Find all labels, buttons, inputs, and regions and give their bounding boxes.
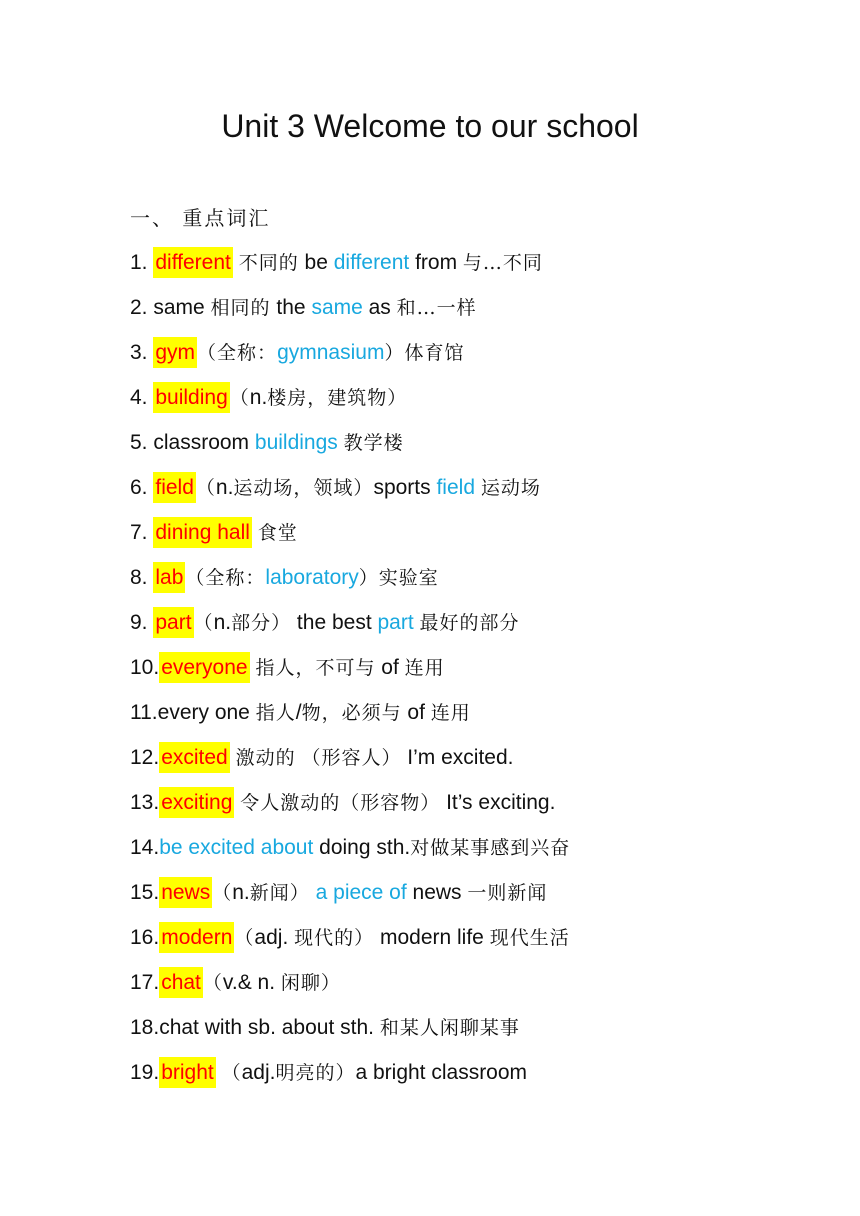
section-heading: 一、 重点词汇 bbox=[130, 206, 271, 230]
english-text: of bbox=[375, 656, 405, 679]
english-text: every one bbox=[157, 701, 256, 724]
item-number: 7. bbox=[130, 521, 154, 544]
item-text bbox=[313, 836, 570, 859]
item-text bbox=[216, 1061, 527, 1084]
item-number: 8. bbox=[130, 566, 154, 589]
item-number: 10. bbox=[130, 656, 160, 679]
vocabulary-list bbox=[130, 240, 830, 1095]
item-text bbox=[338, 431, 404, 454]
chinese-text: 对做某事感到兴奋 bbox=[410, 837, 571, 859]
vocab-item bbox=[130, 465, 830, 510]
vocab-item bbox=[130, 240, 830, 285]
highlighted-term: lab bbox=[153, 562, 185, 593]
chinese-text: 运动场 bbox=[480, 477, 541, 499]
vocab-item bbox=[130, 960, 830, 1005]
item-text bbox=[212, 881, 315, 904]
english-text: classroom bbox=[153, 431, 255, 454]
item-text bbox=[234, 791, 555, 814]
english-text: the best bbox=[291, 611, 378, 634]
item-number: 3. bbox=[130, 341, 154, 364]
item-number: 9. bbox=[130, 611, 154, 634]
blue-phrase: a piece of bbox=[315, 881, 407, 904]
item-text bbox=[233, 251, 334, 274]
english-text: from bbox=[409, 251, 463, 274]
vocab-item bbox=[130, 645, 830, 690]
item-text bbox=[363, 296, 477, 319]
item-text bbox=[197, 341, 277, 364]
item-text bbox=[194, 611, 378, 634]
english-text: modern life bbox=[374, 926, 490, 949]
vocab-item bbox=[130, 420, 830, 465]
item-text bbox=[230, 746, 514, 769]
english-text: sports bbox=[373, 476, 437, 499]
chinese-text: （形容人） bbox=[301, 747, 402, 769]
item-number: 5. bbox=[130, 431, 154, 454]
chinese-text: 指人 bbox=[255, 702, 296, 724]
item-number: 13. bbox=[130, 791, 160, 814]
vocab-item bbox=[130, 1050, 830, 1095]
highlighted-term: modern bbox=[159, 922, 234, 953]
english-text: n. bbox=[232, 881, 250, 904]
chinese-text: （全称： bbox=[185, 567, 266, 589]
item-number: 18. bbox=[130, 1016, 160, 1039]
vocab-item bbox=[130, 1005, 830, 1050]
item-number: 19. bbox=[130, 1061, 160, 1084]
item-text bbox=[153, 296, 311, 319]
chinese-text: 楼房，建筑物） bbox=[267, 387, 408, 409]
item-text bbox=[250, 656, 445, 679]
blue-phrase: be excited about bbox=[159, 836, 314, 859]
vocab-item bbox=[130, 330, 830, 375]
chinese-text: 新闻） bbox=[249, 882, 310, 904]
english-text: n. bbox=[213, 611, 232, 634]
item-text bbox=[159, 1016, 520, 1039]
chinese-text: 令人激动的（形容物） bbox=[240, 792, 441, 814]
english-text: as bbox=[362, 296, 397, 319]
blue-phrase: laboratory bbox=[265, 566, 359, 589]
item-number: 4. bbox=[130, 386, 154, 409]
chinese-text: ）体育馆 bbox=[384, 342, 465, 364]
item-number: 12. bbox=[130, 746, 160, 769]
item-text bbox=[475, 476, 541, 499]
blue-phrase: different bbox=[333, 251, 410, 274]
highlighted-term: different bbox=[153, 247, 233, 278]
chinese-text: 部分） bbox=[231, 612, 292, 634]
vocab-item bbox=[130, 825, 830, 870]
item-text bbox=[185, 566, 265, 589]
item-number: 6. bbox=[130, 476, 154, 499]
vocab-item bbox=[130, 690, 830, 735]
item-text bbox=[252, 521, 298, 544]
chinese-text: 物，必须与 bbox=[301, 702, 402, 724]
chinese-text: 明亮的） bbox=[275, 1062, 356, 1084]
vocab-item bbox=[130, 735, 830, 780]
vocab-item bbox=[130, 555, 830, 600]
highlighted-term: dining hall bbox=[153, 517, 252, 548]
chinese-text: 食堂 bbox=[257, 522, 298, 544]
english-text: adj. bbox=[254, 926, 295, 949]
item-text bbox=[414, 611, 520, 634]
english-text: n. bbox=[249, 386, 268, 409]
chinese-text: （ bbox=[193, 612, 214, 634]
chinese-text: 运动场，领域） bbox=[233, 477, 374, 499]
item-number: 14. bbox=[130, 836, 160, 859]
chinese-text: 不同的 bbox=[238, 252, 299, 274]
chinese-text: 激动的 bbox=[235, 747, 296, 769]
vocab-item bbox=[130, 285, 830, 330]
english-text: the bbox=[270, 296, 312, 319]
english-text: chat with sb. about sth. bbox=[159, 1016, 380, 1039]
vocab-item bbox=[130, 870, 830, 915]
chinese-text: 连用 bbox=[430, 702, 471, 724]
vocab-item bbox=[130, 600, 830, 645]
vocab-item bbox=[130, 915, 830, 960]
highlighted-term: field bbox=[153, 472, 196, 503]
chinese-text: 教学楼 bbox=[343, 432, 404, 454]
highlighted-term: excited bbox=[159, 742, 230, 773]
chinese-text: 指人，不可与 bbox=[255, 657, 376, 679]
english-text: I’m excited. bbox=[401, 746, 514, 769]
blue-phrase: field bbox=[436, 476, 475, 499]
chinese-text: （全称： bbox=[197, 342, 278, 364]
english-text: adj. bbox=[241, 1061, 276, 1084]
item-number: 15. bbox=[130, 881, 160, 904]
chinese-text: ）实验室 bbox=[358, 567, 439, 589]
english-text: doing sth. bbox=[313, 836, 411, 859]
item-text bbox=[359, 566, 439, 589]
highlighted-term: news bbox=[159, 877, 212, 908]
chinese-text: 一则新闻 bbox=[467, 882, 548, 904]
chinese-text: 和某人闲聊某事 bbox=[379, 1017, 520, 1039]
chinese-text: 闲聊） bbox=[280, 972, 341, 994]
english-text: It’s exciting. bbox=[440, 791, 556, 814]
english-text: a bright classroom bbox=[355, 1061, 528, 1084]
chinese-text: （ bbox=[234, 927, 255, 949]
item-number: 1. bbox=[130, 251, 154, 274]
chinese-text: （ bbox=[229, 387, 250, 409]
item-number: 17. bbox=[130, 971, 160, 994]
chinese-text: 现代的） bbox=[294, 927, 375, 949]
highlighted-term: building bbox=[153, 382, 229, 413]
english-text: news bbox=[406, 881, 468, 904]
item-text bbox=[384, 341, 464, 364]
chinese-text: 和…一样 bbox=[396, 297, 477, 319]
highlighted-term: everyone bbox=[159, 652, 249, 683]
blue-phrase: buildings bbox=[254, 431, 338, 454]
highlighted-term: gym bbox=[153, 337, 197, 368]
vocab-item bbox=[130, 510, 830, 555]
blue-phrase: gymnasium bbox=[277, 341, 385, 364]
item-text bbox=[153, 431, 255, 454]
english-text: / bbox=[295, 701, 302, 724]
item-text bbox=[230, 386, 408, 409]
chinese-text: 与…不同 bbox=[462, 252, 543, 274]
blue-phrase: part bbox=[377, 611, 414, 634]
item-text bbox=[196, 476, 437, 499]
chinese-text: 相同的 bbox=[210, 297, 271, 319]
highlighted-term: part bbox=[153, 607, 193, 638]
item-number: 11. bbox=[130, 701, 158, 724]
item-number: 2. bbox=[130, 296, 154, 319]
highlighted-term: exciting bbox=[159, 787, 234, 818]
item-text bbox=[409, 251, 543, 274]
chinese-text: （ bbox=[212, 882, 233, 904]
chinese-text: 最好的部分 bbox=[419, 612, 520, 634]
item-text bbox=[203, 971, 341, 994]
english-text: n. bbox=[215, 476, 234, 499]
english-text: of bbox=[401, 701, 431, 724]
vocab-item bbox=[130, 780, 830, 825]
chinese-text: （ bbox=[195, 477, 216, 499]
vocab-item bbox=[130, 375, 830, 420]
page-title: Unit 3 Welcome to our school bbox=[221, 108, 639, 144]
chinese-text: 连用 bbox=[404, 657, 445, 679]
blue-phrase: same bbox=[311, 296, 363, 319]
item-number: 16. bbox=[130, 926, 160, 949]
chinese-text: 现代生活 bbox=[489, 927, 570, 949]
item-text bbox=[234, 926, 569, 949]
english-text: same bbox=[153, 296, 211, 319]
chinese-text: （ bbox=[221, 1062, 242, 1084]
english-text: v.& n. bbox=[222, 971, 281, 994]
item-text bbox=[158, 701, 471, 724]
highlighted-term: bright bbox=[159, 1057, 216, 1088]
item-text bbox=[407, 881, 548, 904]
english-text: be bbox=[298, 251, 334, 274]
chinese-text: （ bbox=[202, 972, 223, 994]
highlighted-term: chat bbox=[159, 967, 203, 998]
